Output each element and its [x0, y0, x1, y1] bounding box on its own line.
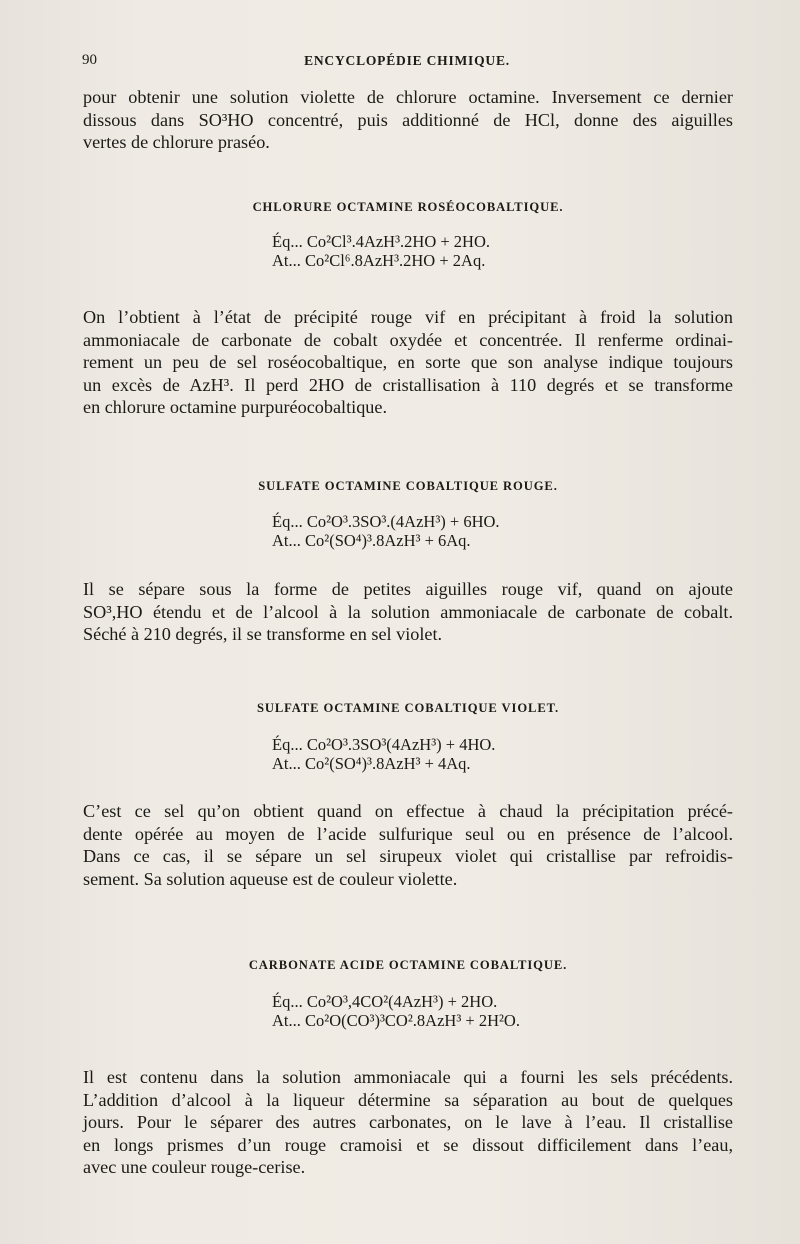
section-heading-sulfate-rouge: SULFATE OCTAMINE COBALTIQUE ROUGE.: [258, 479, 558, 493]
section-heading-chlorure: CHLORURE OCTAMINE ROSÉOCOBALTIQUE.: [252, 200, 564, 214]
text-line: Il est contenu dans la solution ammoniacale qui a fourni les sels précédents.: [83, 1067, 733, 1087]
page-header: [82, 52, 732, 72]
text-line: vertes de chlorure praséo.: [83, 132, 270, 153]
formula-equivalent: Éq... Co²O³.3SO³(4AzH³) + 4HO.: [272, 735, 496, 754]
text-line: rement un peu de sel roséocobaltique, en sorte que son analyse indique toujours: [83, 352, 733, 373]
section-heading-carbonate: CARBONATE ACIDE OCTAMINE COBALTIQUE.: [248, 958, 568, 972]
text-line: en chlorure octamine purpuréocobaltique.: [83, 397, 388, 418]
text-line: avec une couleur rouge-cerise.: [83, 1157, 306, 1178]
formula-carbonate: [272, 993, 520, 1030]
formula-atomic: At... Co²(SO⁴)³.8AzH³ + 4Aq.: [272, 753, 471, 773]
formula-atomic: At... Co²Cl⁶.8AzH³.2HO + 2Aq.: [272, 250, 486, 270]
formula-sulfate-rouge: [272, 513, 500, 550]
paragraph-chlorure: [83, 306, 733, 419]
text-line: sement. Sa solution aqueuse est de couleur violette.: [83, 868, 458, 889]
section-heading-sulfate-violet: SULFATE OCTAMINE COBALTIQUE VIOLET.: [256, 701, 560, 715]
text-line: pour obtenir une solution violette de chlorure octamine. Inversement ce dernier: [83, 87, 733, 107]
text-line: Séché à 210 degrés, il se transforme en sel violet.: [83, 624, 443, 645]
text-line: en longs prismes d’un rouge cramoisi et se dissout difficilement dans l’eau,: [83, 1134, 733, 1155]
formula-atomic: At... Co²O(CO³)³CO².8AzH³ + 2H²O.: [272, 1010, 520, 1030]
text-line: SO³,HO étendu et de l’alcool à la solution ammoniacale de carbonate de cobalt.: [83, 601, 733, 622]
paragraph-sulfate-violet: [83, 800, 733, 890]
page-number: 90: [82, 52, 97, 68]
running-title: ENCYCLOPÉDIE CHIMIQUE.: [304, 53, 510, 68]
text-line: jours. Pour le séparer des autres carbonates, on le lave à l’eau. Il cristallise: [83, 1112, 733, 1133]
text-line: Dans ce cas, il se sépare un sel sirupeux violet qui cristallise par refroidis-: [83, 846, 733, 867]
formula-chlorure: [272, 233, 490, 270]
text-line: dissous dans SO³HO concentré, puis additionné de HCl, donne des aiguilles: [83, 109, 733, 130]
formula-equivalent: Éq... Co²O³.3SO³.(4AzH³) + 6HO.: [272, 512, 500, 531]
formula-equivalent: Éq... Co²Cl³.4AzH³.2HO + 2HO.: [272, 232, 491, 251]
intro-paragraph: [83, 86, 733, 154]
text-line: un excès de AzH³. Il perd 2HO de cristallisation à 110 degrés et se transforme: [83, 374, 733, 395]
text-line: dente opérée au moyen de l’acide sulfurique seul ou en présence de l’alcool.: [83, 823, 733, 844]
text-line: On l’obtient à l’état de précipité rouge vif en précipitant à froid la solution: [83, 307, 733, 327]
paragraph-sulfate-rouge: [83, 578, 733, 646]
formula-sulfate-violet: [272, 736, 495, 773]
text-line: Il se sépare sous la forme de petites aiguilles rouge vif, quand on ajoute: [83, 579, 733, 599]
text-line: ammoniacale de carbonate de cobalt oxydée et concentrée. Il renferme ordinai-: [83, 329, 733, 350]
formula-atomic: At... Co²(SO⁴)³.8AzH³ + 6Aq.: [272, 530, 471, 550]
paragraph-carbonate: [83, 1066, 733, 1179]
formula-equivalent: Éq... Co²O³,4CO²(4AzH³) + 2HO.: [272, 992, 498, 1011]
text-line: L’addition d’alcool à la liqueur détermine sa séparation au bout de quelques: [83, 1089, 733, 1110]
text-line: C’est ce sel qu’on obtient quand on effectue à chaud la précipitation précé-: [83, 801, 733, 821]
